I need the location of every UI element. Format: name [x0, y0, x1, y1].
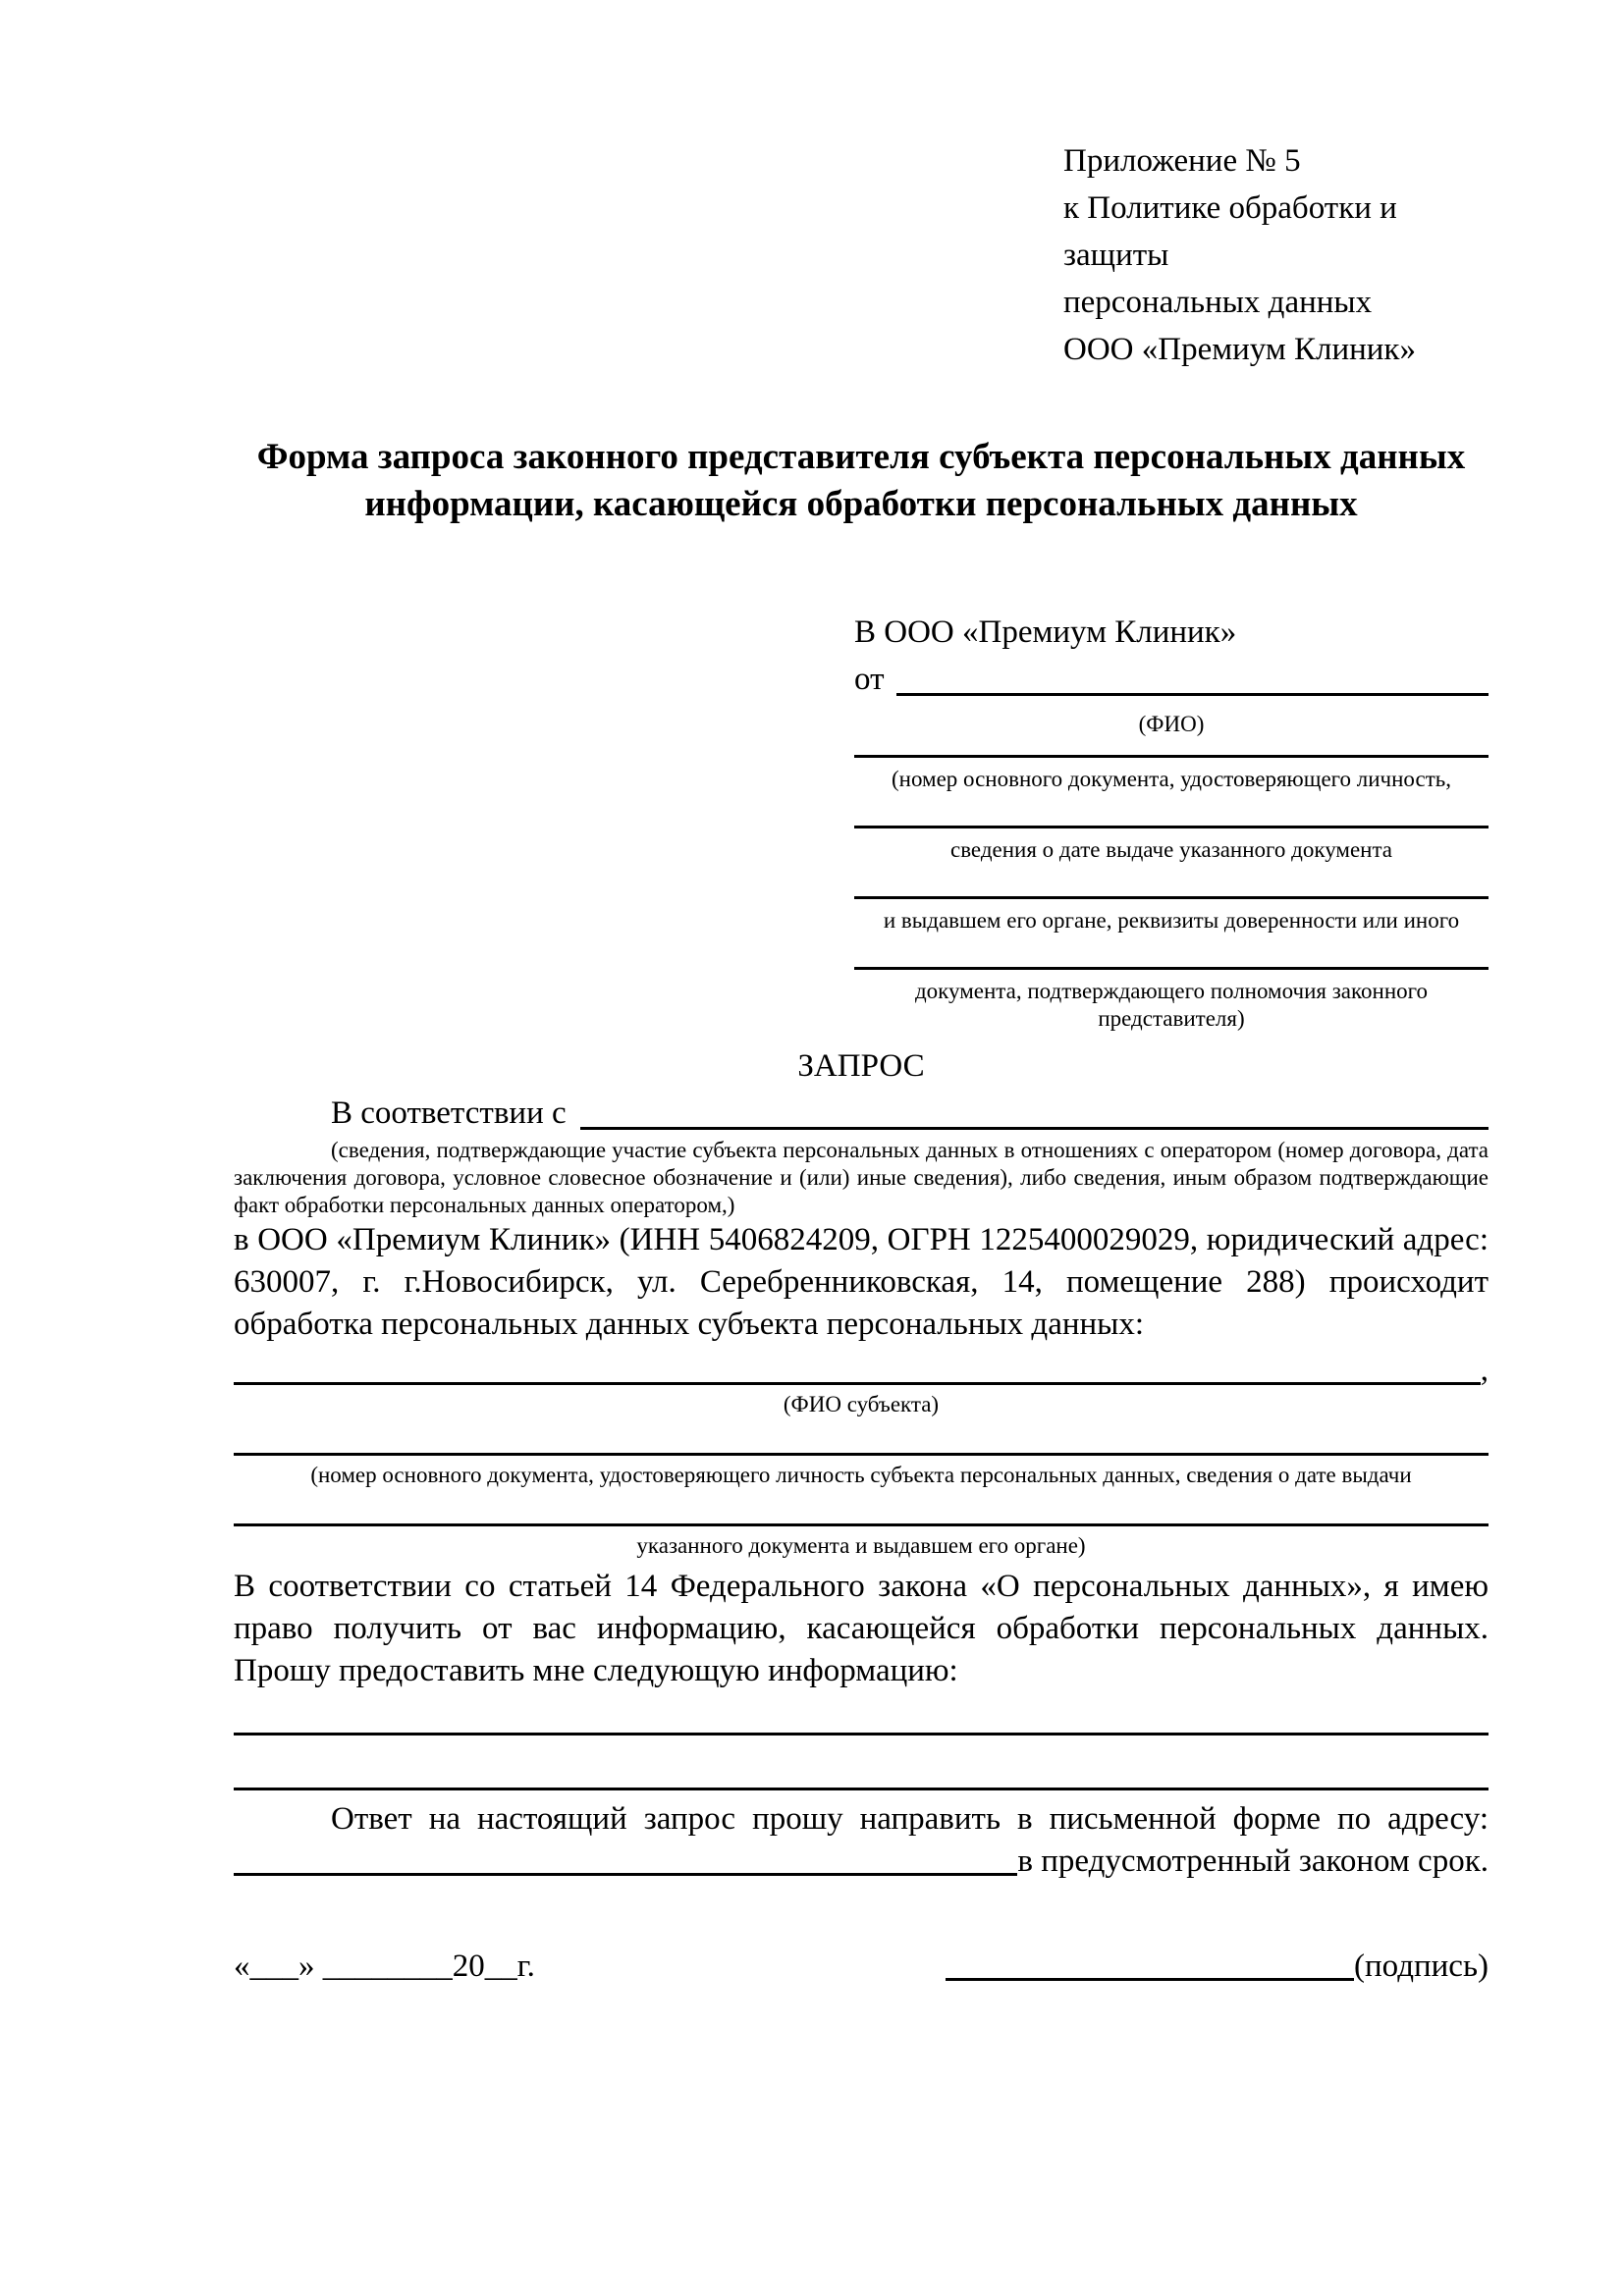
answer-address-row [234, 1841, 1489, 1883]
appendix-company: ООО «Премиум Клиник» [1063, 332, 1416, 367]
appendix-header [1063, 137, 1489, 373]
subject-fio-fill-line [234, 1346, 1481, 1385]
intro-label: В соответствии с [331, 1095, 567, 1131]
subject-doc-caption-2: указанного документа и выдавшем его органе) [636, 1533, 1086, 1558]
signature-fill-line [946, 1946, 1354, 1981]
law-paragraph: В соответствии со статьей 14 Федерального закона «О персональных данных», я имею право получить от вас информацию, касающейся обработки персональных данных. Прошу предоставить мне следующую информацию: [234, 1569, 1489, 1688]
addressee-block [854, 609, 1489, 1033]
answer-address-fill-line [234, 1841, 1017, 1876]
fill-line [854, 740, 1489, 758]
fill-line [234, 1505, 1489, 1526]
addressee-to: В ООО «Премиум Клиник» [854, 614, 1237, 650]
answer-tail: в предусмотренный законом срок. [1017, 1843, 1489, 1879]
appendix-policy-line2: персональных данных [1063, 285, 1373, 320]
appendix-policy-line: к Политике обработки и защиты [1063, 190, 1397, 273]
date-blank: «___» ________20__г. [234, 1949, 535, 1984]
fill-line [854, 807, 1489, 828]
signature-caption: (подпись) [1354, 1949, 1489, 1984]
fill-line [854, 878, 1489, 899]
footer-row [234, 1946, 1489, 1988]
from-fill-line [896, 656, 1489, 696]
signature-group [946, 1946, 1489, 1988]
intro-caption: (сведения, подтверждающие участие субъекта персональных данных в отношениях с оператором (номер договора, дата заключения договора, условное словесное обозначение и (или) иные сведения), либо сведения, иным образом подтверждающие факт обработки персональных данных оператором,) [234, 1138, 1489, 1217]
fill-line [234, 1769, 1489, 1790]
fio-caption: (ФИО) [1138, 712, 1205, 736]
subject-doc-caption-1: (номер основного документа, удостоверяющего личность субъекта персональных данных, сведения о дате выдачи [310, 1463, 1412, 1487]
doc-powers-caption: документа, подтверждающего полномочия законного представителя) [914, 979, 1428, 1031]
from-row [854, 656, 1489, 703]
fill-line [854, 948, 1489, 970]
subject-fio-caption: (ФИО субъекта) [783, 1392, 940, 1416]
fill-line [234, 1714, 1489, 1735]
appendix-number: Приложение № 5 [1063, 143, 1301, 179]
doc-issue-date-caption: сведения о дате выдаче указанного документа [949, 837, 1393, 862]
doc-authority-caption: и выдавшем его органе, реквизиты доверенности или иного [883, 908, 1460, 933]
doc-number-caption: (номер основного документа, удостоверяющего личность, [891, 767, 1451, 791]
subject-fio-comma: , [1480, 1353, 1489, 1388]
page-title: Форма запроса законного представителя субъекта персональных данных информации, касающейся обработки персональных данных [256, 437, 1466, 524]
operator-paragraph: в ООО «Премиум Клиник» (ИНН 5406824209, ОГРН 1225400029029, юридический адрес: 630007, г. г.Новосибирск, ул. Серебренниковская, 14, помещение 288) происходит обработка персональных данных субъекта персональных данных: [234, 1222, 1489, 1342]
request-heading: ЗАПРОС [797, 1048, 925, 1084]
intro-row [234, 1090, 1489, 1137]
from-label: от [854, 662, 885, 697]
subject-fio-row [234, 1346, 1489, 1388]
intro-fill-line [580, 1090, 1489, 1130]
answer-paragraph: Ответ на настоящий запрос прошу направить в письменной форме по адресу: [331, 1801, 1489, 1837]
fill-line [234, 1434, 1489, 1456]
